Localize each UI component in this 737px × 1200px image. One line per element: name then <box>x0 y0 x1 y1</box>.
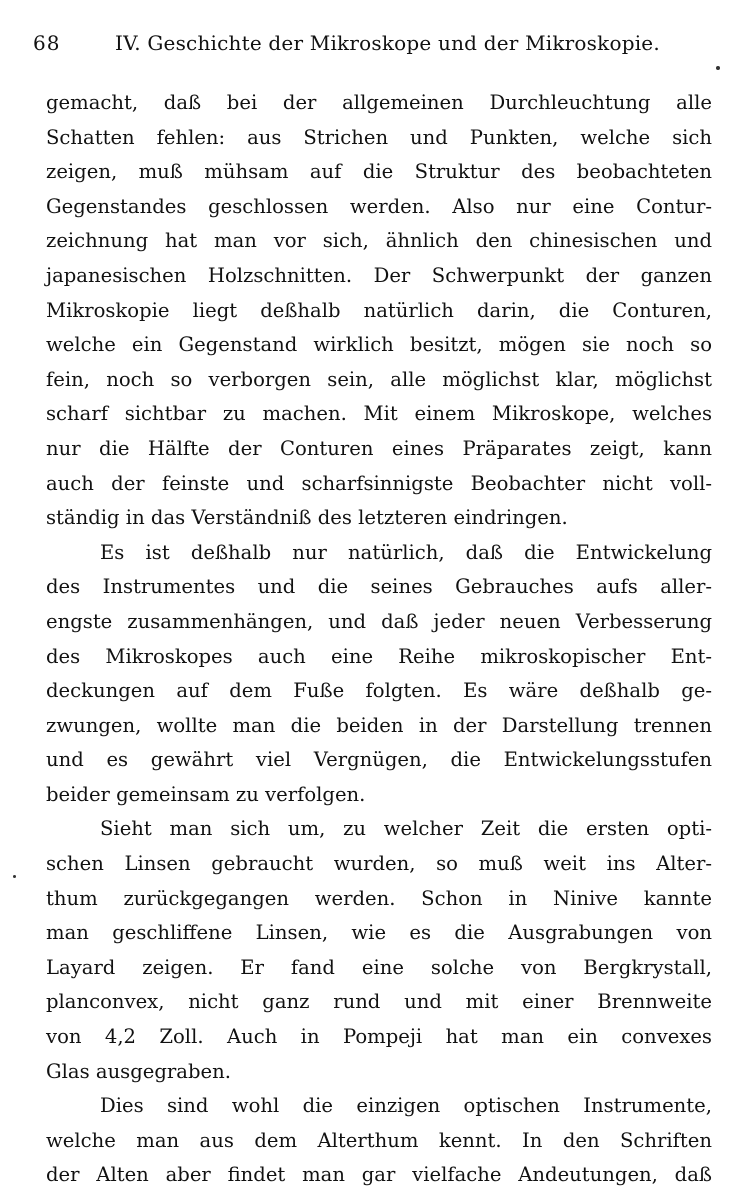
text-line: Glas ausgegraben. <box>46 1059 231 1083</box>
text-line: gemacht, daß bei der allgemeinen Durchleuchtung alle <box>46 91 712 114</box>
print-speck <box>13 875 16 878</box>
paragraph <box>46 536 712 813</box>
text-line: man geschliffene Linsen, wie es die Ausgrabungen von <box>46 921 712 945</box>
text-line: japanesischen Holzschnitten. Der Schwerpunkt der ganzen <box>46 263 712 287</box>
text-line: ständig in das Verständniß des letzteren eindringen. <box>46 506 568 530</box>
text-line: der Alten aber findet man gar vielfache Andeutungen, daß <box>46 1163 712 1187</box>
text-line: Schatten fehlen: aus Strichen und Punkten, welche sich <box>46 125 712 149</box>
text-line: Layard zeigen. Er fand eine solche von Bergkrystall, <box>46 955 712 979</box>
text-line: von 4,2 Zoll. Auch in Pompeji hat man ein convexes <box>46 1025 712 1049</box>
page-header <box>33 26 713 60</box>
text-line: schen Linsen gebraucht wurden, so muß weit ins Alter- <box>46 852 712 876</box>
text-line: fein, noch so verborgen sein, alle möglichst klar, möglichst <box>46 367 712 391</box>
page-number: 68 <box>33 31 61 55</box>
text-line: thum zurückgegangen werden. Schon in Ninive kannte <box>46 886 712 910</box>
text-line: deckungen auf dem Fuße folgten. Es wäre deßhalb ge- <box>46 679 712 703</box>
page-body <box>46 86 712 1193</box>
text-line: des Mikroskopes auch eine Reihe mikroskopischer Ent- <box>46 644 712 668</box>
text-line: nur die Hälfte der Conturen eines Präparates zeigt, kann <box>46 436 712 460</box>
text-line: zwungen, wollte man die beiden in der Darstellung trennen <box>46 713 712 737</box>
paragraph <box>46 812 712 1089</box>
text-line: welche ein Gegenstand wirklich besitzt, mögen sie noch so <box>46 333 712 357</box>
text-line: planconvex, nicht ganz rund und mit einer Brennweite <box>46 990 712 1014</box>
text-line: Mikroskopie liegt deßhalb natürlich darin, die Conturen, <box>46 298 712 322</box>
text-line: des Instrumentes und die seines Gebrauches aufs aller- <box>46 575 712 599</box>
paragraph <box>46 86 712 536</box>
text-line: auch der feinste und scharfsinnigste Beobachter nicht voll- <box>46 471 712 495</box>
text-line: Sieht man sich um, zu welcher Zeit die ersten opti- <box>100 817 712 841</box>
running-title: IV. Geschichte der Mikroskope und der Mikroskopie. <box>115 31 660 55</box>
text-line: Gegenstandes geschlossen werden. Also nur eine Contur- <box>46 194 712 218</box>
text-line: Es ist deßhalb nur natürlich, daß die Entwickelung <box>100 540 712 564</box>
text-line: zeigen, muß mühsam auf die Struktur des beobachteten <box>46 160 712 184</box>
text-line: engste zusammenhängen, und daß jeder neuen Verbesserung <box>46 609 712 633</box>
text-line: scharf sichtbar zu machen. Mit einem Mikroskope, welches <box>46 402 712 426</box>
text-line: welche man aus dem Alterthum kennt. In den Schriften <box>46 1128 712 1152</box>
text-line: Dies sind wohl die einzigen optischen Instrumente, <box>100 1094 712 1118</box>
print-speck <box>716 66 720 70</box>
text-line: und es gewährt viel Vergnügen, die Entwickelungsstufen <box>46 748 712 772</box>
paragraph <box>46 1089 712 1193</box>
text-line: zeichnung hat man vor sich, ähnlich den chinesischen und <box>46 229 712 253</box>
text-line: beider gemeinsam zu verfolgen. <box>46 782 366 806</box>
